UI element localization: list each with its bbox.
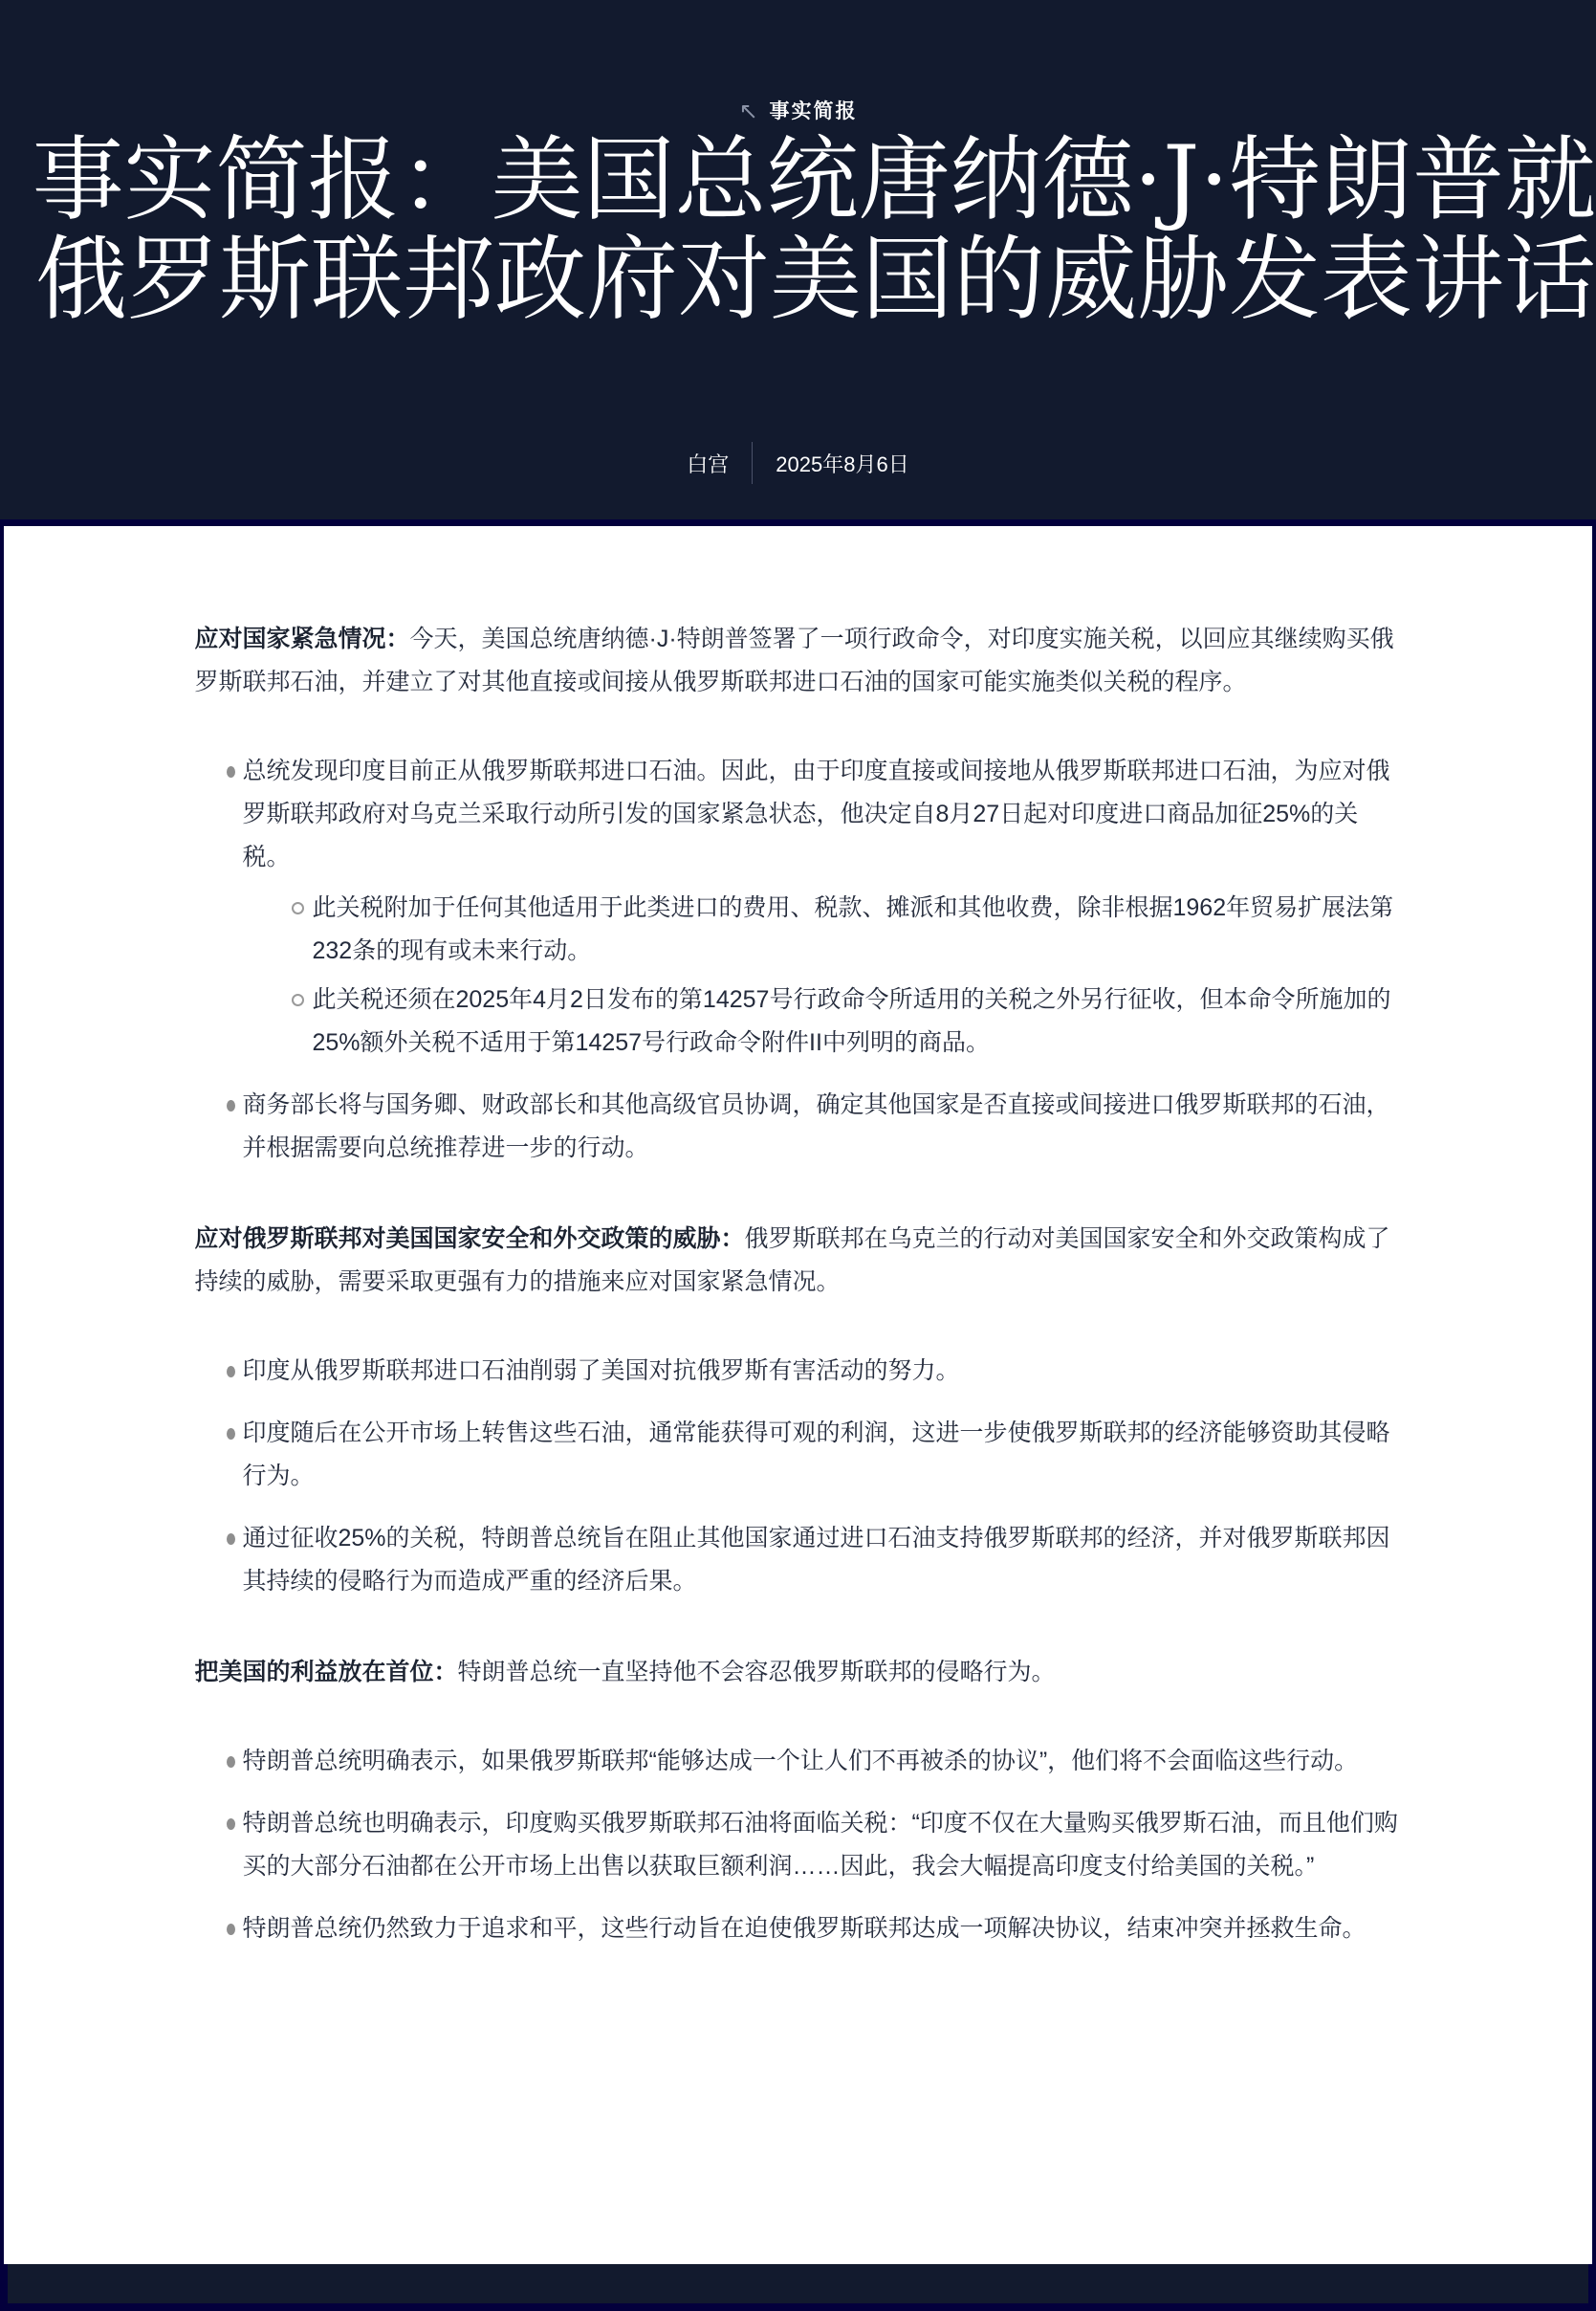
section-lead-paragraph — [195, 1651, 1402, 1694]
list-item — [195, 1802, 1402, 1888]
sub-list-item: 此关税还须在2025年4月2日发布的第14257号行政命令所适用的关税之外另行征收，但本命令所施加的25%额外关税不适用于第14257号行政命令附件II中列明的商品。 — [243, 979, 1402, 1065]
byline-source-link[interactable]: 白宫 — [687, 451, 730, 476]
section-heading: 把美国的利益放在首位： — [194, 1659, 458, 1685]
list-item-text: 印度随后在公开市场上转售这些石油，通常能获得可观的利润，这进一步使俄罗斯联邦的经济能够资助其侵略行为。 — [242, 1420, 1390, 1489]
bullet-list — [195, 1740, 1402, 1950]
article-card — [4, 526, 1592, 2264]
section-lead-text: 俄罗斯联邦在乌克兰的行动对美国国家安全和外交政策构成了持续的威胁，需要采取更强有力的措施来应对国家紧急情况。 — [194, 1225, 1390, 1295]
list-item-text: 通过征收25%的关税，特朗普总统旨在阻止其他国家通过进口石油支持俄罗斯联邦的经济，并对俄罗斯联邦因其持续的侵略行为而造成严重的经济后果。 — [242, 1525, 1390, 1595]
list-item — [195, 1350, 1402, 1393]
section-heading: 应对俄罗斯联邦对美国国家安全和外交政策的威胁： — [194, 1225, 745, 1252]
list-item-text: 特朗普总统明确表示，如果俄罗斯联邦“能够达成一个让人们不再被杀的协议”，他们将不会面临这些行动。 — [242, 1748, 1359, 1774]
footer-strip — [8, 2264, 1588, 2303]
hero-header — [0, 0, 1596, 519]
list-item-text: 印度从俄罗斯联邦进口石油削弱了美国对抗俄罗斯有害活动的努力。 — [242, 1357, 960, 1384]
bullet-list — [195, 750, 1402, 1170]
article-body — [195, 618, 1402, 1950]
section-lead-text: 今天，美国总统唐纳德·J·特朗普签署了一项行政命令，对印度实施关税，以回应其继续购买俄罗斯联邦石油，并建立了对其他直接或间接从俄罗斯联邦进口石油的国家可能实施类似关税的程序。 — [194, 626, 1394, 695]
list-item — [195, 1084, 1402, 1170]
page-title — [0, 126, 1596, 333]
list-item-text: 特朗普总统仍然致力于追求和平，这些行动旨在迫使俄罗斯联邦达成一项解决协议，结束冲突并拯救生命。 — [242, 1915, 1366, 1942]
eyebrow-category-link[interactable] — [0, 0, 1596, 124]
page-title-line-2: 俄罗斯联邦政府对美国的威胁发表讲话 — [35, 226, 1596, 333]
byline-divider — [752, 442, 753, 484]
list-item — [195, 1412, 1402, 1498]
content-frame — [4, 526, 1592, 2303]
list-item — [195, 1907, 1402, 1950]
list-item — [195, 750, 1402, 1065]
list-item — [195, 1740, 1402, 1783]
byline — [687, 442, 908, 484]
section-lead-text: 特朗普总统一直坚持他不会容忍俄罗斯联邦的侵略行为。 — [457, 1659, 1056, 1685]
list-item — [195, 1517, 1402, 1603]
sub-list-item: 此关税附加于任何其他适用于此类进口的费用、税款、摊派和其他收费，除非根据1962年贸易扩展法第232条的现有或未来行动。 — [243, 887, 1402, 973]
list-item-text: 总统发现印度目前正从俄罗斯联邦进口石油。因此，由于印度直接或间接地从俄罗斯联邦进口石油，为应对俄罗斯联邦政府对乌克兰采取行动所引发的国家紧急状态，他决定自8月27日起对印度进口商品加征25%的关税。 — [242, 758, 1390, 870]
eyebrow-label: 事实简报 — [769, 100, 858, 122]
list-item-text: 特朗普总统也明确表示，印度购买俄罗斯联邦石油将面临关税：“印度不仅在大量购买俄罗斯石油，而且他们购买的大部分石油都在公开市场上出售以获取巨额利润……因此，我会大幅提高印度支付给美国的关税。” — [242, 1810, 1398, 1880]
arrow-up-left-icon: ↖ — [738, 99, 760, 124]
section-heading: 应对国家紧急情况： — [194, 626, 410, 652]
bullet-list — [195, 1350, 1402, 1603]
list-item-text: 商务部长将与国务卿、财政部长和其他高级官员协调，确定其他国家是否直接或间接进口俄罗斯联邦的石油，并根据需要向总统推荐进一步的行动。 — [242, 1091, 1390, 1161]
section-lead-paragraph — [195, 1218, 1402, 1304]
section-lead-paragraph — [195, 618, 1402, 704]
page-title-line-1: 事实简报：美国总统唐纳德·J·特朗普就 — [32, 126, 1596, 233]
sub-bullet-list — [243, 887, 1402, 1065]
byline-date: 2025年8月6日 — [776, 451, 909, 476]
